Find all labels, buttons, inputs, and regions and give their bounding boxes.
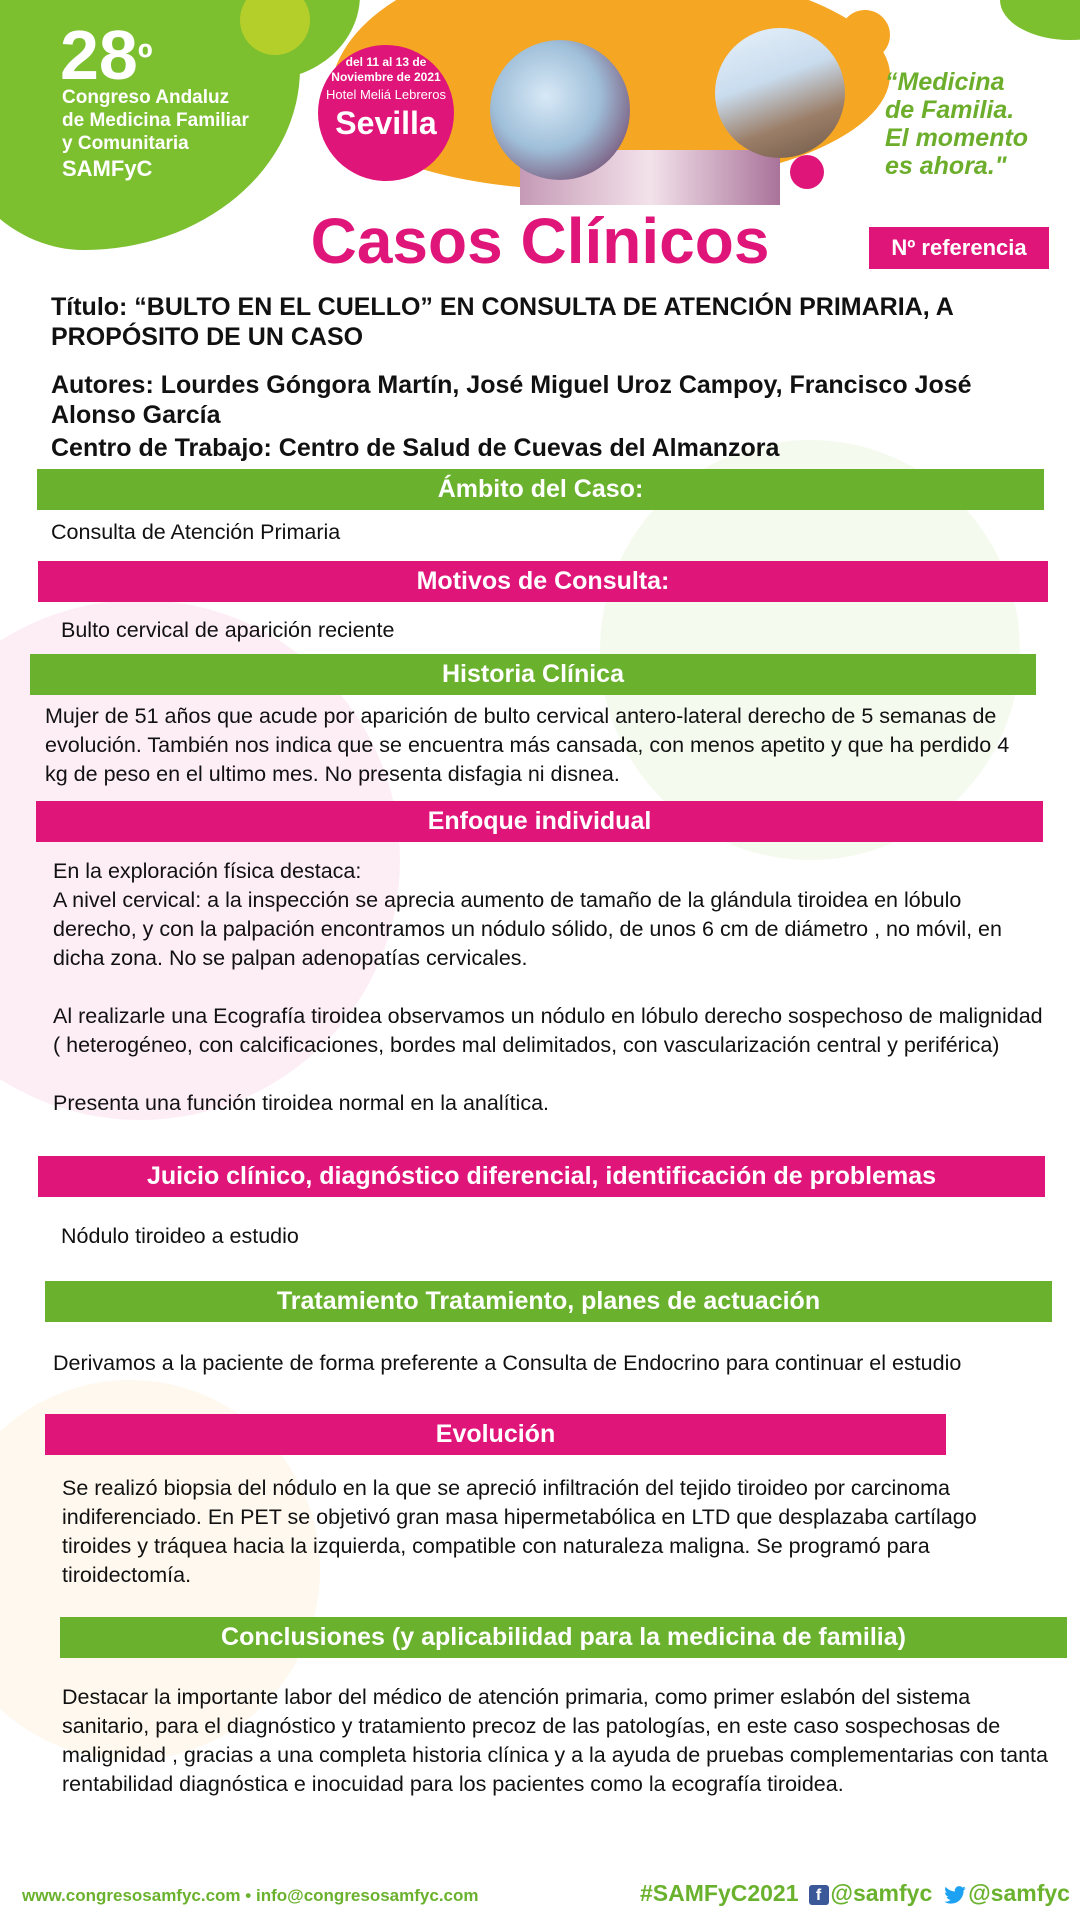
section-heading-ambito: Ámbito del Caso: xyxy=(37,469,1044,510)
website-link[interactable]: www.congresosamfyc.com xyxy=(22,1886,241,1905)
section-heading-conclusiones: Conclusiones (y aplicabilidad para la medicina de familia) xyxy=(60,1617,1067,1658)
section-heading-motivos: Motivos de Consulta: xyxy=(38,561,1048,602)
section-body-enfoque: En la exploración física destaca: A nivel cervical: a la inspección se aprecia aumento de tamaño de la glándula tiroidea en lóbulo derecho, y con la palpación encontramos un nódulo sólido, de unos 6 cm de diámetro , no móvil, en dicha zona. No se palpan adenopatías cervicales. Al realizarle una Ecografía tiroidea observamos un nódulo en lóbulo derecho sospechoso de malignidad ( heterogéneo, con calcificaciones, bordes mal delimitados, con vascularización central y periférica) Presenta una función tiroidea normal en la analítica. xyxy=(53,859,1043,1115)
section-body-tratamiento: Derivamos a la paciente de forma preferente a Consulta de Endocrino para continuar el estudio xyxy=(53,1351,962,1375)
section-body-evolucion: Se realizó biopsia del nódulo en la que se apreció infiltración del tejido tiroideo por carcinoma indiferenciado. En PET se objetivó gran masa hipermetabólica en LTD que desplazaba cartílago tiroides y tráquea hacia la izquierda, compatible con naturaleza maligna. Se programó para tiroidectomía. xyxy=(62,1476,983,1587)
section-heading-enfoque: Enfoque individual xyxy=(36,801,1043,842)
slogan-line: es ahora." xyxy=(885,152,1007,180)
section-heading-evolucion: Evolución xyxy=(45,1414,946,1455)
congress-name-line: SAMFyC xyxy=(62,156,153,181)
section-body-juicio: Nódulo tiroideo a estudio xyxy=(61,1224,299,1248)
date-line-2: Noviembre de 2021 xyxy=(331,70,441,84)
venue: Hotel Meliá Lebreros xyxy=(326,87,446,102)
footer-contact xyxy=(22,1886,479,1906)
section-body-conclusiones: Destacar la importante labor del médico de atención primaria, como primer eslabón del sistema sanitario, para el diagnóstico y tratamiento precoz de las patologías, en este caso sospechosas de malignidad , gracias a una completa historia clínica y a la ayuda de pruebas complementarias con tanta rentabilidad diagnóstica e inocuidad para los pacientes como la ecografía tiroidea. xyxy=(62,1685,1054,1796)
reference-number-box: Nº referencia xyxy=(869,227,1049,269)
date-line-1: del 11 al 13 de xyxy=(345,55,427,69)
twitter-icon xyxy=(944,1886,966,1904)
header-photo-bridge xyxy=(715,28,845,158)
congress-name-line: y Comunitaria xyxy=(62,133,189,154)
city: Sevilla xyxy=(335,105,437,141)
section-heading-tratamiento: Tratamiento Tratamiento, planes de actuación xyxy=(45,1281,1052,1322)
header-pink-dot xyxy=(790,155,824,189)
date-badge xyxy=(318,45,454,181)
slogan xyxy=(885,68,1065,180)
case-title: Título: “BULTO EN EL CUELLO” EN CONSULTA DE ATENCIÓN PRIMARIA, A PROPÓSITO DE UN CASO xyxy=(51,293,953,351)
date-badge-dates xyxy=(318,55,454,85)
congress-name-line: Congreso Andaluz xyxy=(62,87,230,108)
slogan-line: de Familia. xyxy=(885,96,1015,124)
email-link[interactable]: info@congresosamfyc.com xyxy=(255,1886,479,1905)
twitter-handle[interactable]: @samfyc xyxy=(968,1880,1070,1906)
congress-number: $28^º$ xyxy=(60,16,153,94)
case-authors: Autores: Lourdes Góngora Martín, José Miguel Uroz Campoy, Francisco José Alonso García xyxy=(51,371,972,429)
congress-name-line: de Medicina Familiar xyxy=(62,110,249,131)
slogan-line: “Medicina xyxy=(885,68,1005,96)
section-body-motivos: Bulto cervical de aparición reciente xyxy=(61,618,395,642)
separator: • xyxy=(245,1886,252,1905)
footer-social xyxy=(640,1880,1070,1907)
case-work-center: Centro de Trabajo: Centro de Salud de Cuevas del Almanzora xyxy=(51,434,780,462)
facebook-handle[interactable]: @samfyc xyxy=(830,1880,933,1906)
congress-name xyxy=(62,86,282,180)
section-body-historia: Mujer de 51 años que acude por aparición de bulto cervical antero-lateral derecho de 5 semanas de evolución. También nos indica que se encuentra más cansada, con menos apetito y que ha perdido 4 kg de peso en el ultimo mes. No presenta disfagia ni disnea. xyxy=(45,704,1016,786)
header-orange-dot xyxy=(840,10,890,60)
header-green-corner xyxy=(1000,0,1080,40)
section-body-ambito: Consulta de Atención Primaria xyxy=(51,520,341,544)
header-photo-monument xyxy=(490,40,630,180)
hashtag: #SAMFyC2021 xyxy=(640,1880,799,1906)
facebook-icon: f xyxy=(809,1885,829,1905)
section-heading-historia: Historia Clínica xyxy=(30,654,1036,695)
page-title: Casos Clínicos xyxy=(310,205,770,277)
slogan-line: El momento xyxy=(885,124,1029,152)
section-heading-juicio: Juicio clínico, diagnóstico diferencial, identificación de problemas xyxy=(38,1156,1045,1197)
